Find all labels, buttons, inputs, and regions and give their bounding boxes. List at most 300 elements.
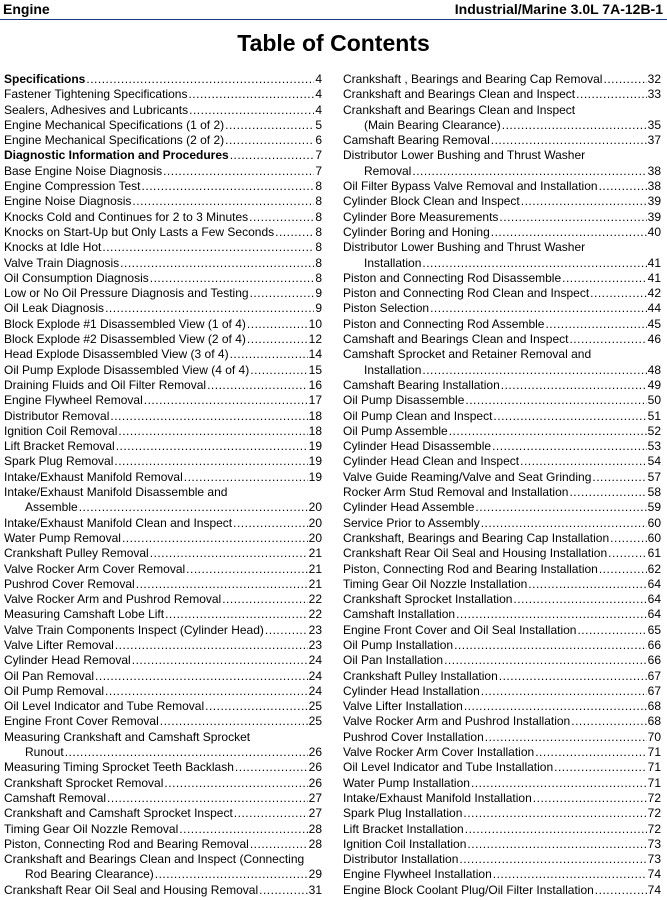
toc-entry-label: Measuring Camshaft Lobe Lift (4, 607, 165, 622)
toc-entry[interactable] (4, 653, 322, 668)
toc-entry-label: Oil Leak Diagnosis (4, 301, 105, 316)
toc-entry-page-number: 8 (315, 194, 322, 209)
dot-leader (225, 118, 314, 133)
toc-entry-label: Camshaft Removal (4, 790, 107, 805)
toc-entry-label: Low or No Oil Pressure Diagnosis and Testing (4, 286, 249, 301)
toc-entry[interactable] (343, 669, 661, 684)
dot-leader (456, 607, 647, 622)
toc-entry[interactable] (343, 822, 661, 837)
toc-entry[interactable] (343, 424, 661, 439)
dot-leader (608, 546, 647, 561)
toc-entry-page-number: 73 (647, 836, 661, 851)
dot-leader (275, 225, 314, 240)
dot-leader (107, 791, 308, 806)
toc-entry[interactable] (4, 562, 322, 577)
toc-entry[interactable] (343, 271, 661, 286)
toc-entry-label: Cylinder Boring and Honing (343, 224, 490, 239)
toc-entry-page-number: 15 (308, 362, 322, 377)
toc-entry-page-number: 28 (308, 836, 322, 851)
toc-entry-label: Camshaft Installation (343, 607, 456, 622)
toc-entry-label: Timing Gear Oil Nozzle Installation (343, 576, 528, 591)
toc-entry[interactable] (343, 118, 661, 133)
toc-entry-label: (Main Bearing Clearance) (364, 117, 501, 132)
toc-entry-label: Camshaft Sprocket and Retainer Removal and (343, 347, 592, 362)
toc-entry-page-number: 39 (647, 209, 661, 224)
toc-entry[interactable] (343, 653, 661, 668)
toc-entry-label: Cylinder Head Removal (4, 653, 131, 668)
dot-leader (610, 531, 646, 546)
toc-entry[interactable] (343, 439, 661, 454)
dot-leader (521, 194, 647, 209)
toc-entry-label: Engine Front Cover and Oil Seal Installation (343, 622, 577, 637)
toc-entry[interactable] (343, 485, 661, 500)
toc-entry-label: Piston and Connecting Rod Clean and Inspect (343, 286, 590, 301)
dot-leader (571, 714, 646, 729)
toc-entry-label: Crankshaft Sprocket Installation (343, 592, 513, 607)
toc-entry-page-number: 64 (647, 592, 661, 607)
toc-entry[interactable] (4, 271, 322, 286)
toc-entry[interactable] (4, 485, 322, 500)
toc-entry-page-number: 29 (308, 867, 322, 882)
toc-entry[interactable] (343, 103, 661, 118)
toc-entry-label: Cylinder Head Installation (343, 683, 480, 698)
toc-entry[interactable] (343, 240, 661, 255)
toc-entry-page-number: 8 (315, 270, 322, 285)
dot-leader (230, 148, 315, 163)
dot-leader (513, 592, 646, 607)
toc-entry-label: Crankshaft and Camshaft Sprocket Inspect (4, 806, 233, 821)
toc-entry-label: Measuring Crankshaft and Camshaft Sprocket (4, 729, 251, 744)
toc-entry-page-number: 74 (647, 882, 661, 897)
toc-entry-label: Crankshaft Rear Oil Seal and Housing Removal (4, 882, 259, 897)
toc-entry-label: Valve Rocker Arm Cover Removal (4, 561, 186, 576)
toc-entry[interactable] (343, 852, 661, 867)
toc-entry[interactable] (343, 133, 661, 148)
toc-entry-page-number: 45 (647, 316, 661, 331)
toc-entry-label: Distributor Lower Bushing and Thrust Washer (343, 148, 586, 163)
toc-entry[interactable] (4, 225, 322, 240)
dot-leader (493, 867, 647, 882)
toc-entry-page-number: 64 (647, 607, 661, 622)
dot-leader (230, 347, 308, 362)
toc-entry[interactable] (4, 194, 322, 209)
toc-entry[interactable] (4, 118, 322, 133)
dot-leader (471, 776, 647, 791)
toc-entry[interactable] (4, 301, 322, 316)
toc-entry[interactable] (343, 286, 661, 301)
toc-entry[interactable] (4, 822, 322, 837)
dot-leader (144, 393, 308, 408)
toc-entry-page-number: 60 (647, 530, 661, 545)
toc-entry-label: Crankshaft and Bearings Clean and Inspect (343, 87, 576, 102)
dot-leader (205, 699, 308, 714)
toc-entry-page-number: 38 (647, 179, 661, 194)
toc-entry[interactable] (4, 72, 322, 87)
toc-entry-label: Oil Pump Explode Disassembled View (4 of 4) (4, 362, 250, 377)
toc-entry[interactable] (343, 623, 661, 638)
toc-entry[interactable] (343, 638, 661, 653)
toc-entry[interactable] (4, 883, 322, 898)
dot-leader (449, 424, 647, 439)
toc-entry[interactable] (4, 760, 322, 775)
toc-entry-page-number: 31 (308, 882, 322, 897)
toc-entry[interactable] (343, 317, 661, 332)
toc-entry-label: Base Engine Noise Diagnosis (4, 163, 163, 178)
dot-leader (499, 210, 646, 225)
toc-left-column (4, 72, 322, 898)
toc-entry-page-number: 24 (308, 668, 322, 683)
dot-leader (233, 516, 308, 531)
toc-entry[interactable] (343, 164, 661, 179)
toc-entry-page-number: 71 (647, 760, 661, 775)
toc-entry[interactable] (4, 424, 322, 439)
toc-entry-label: Runout (25, 745, 64, 760)
toc-entry-label: Engine Compression Test (4, 179, 141, 194)
dot-leader (475, 500, 646, 515)
toc-entry[interactable] (343, 607, 661, 622)
dot-leader (116, 439, 308, 454)
toc-entry[interactable] (343, 409, 661, 424)
toc-entry-label: Crankshaft Pulley Installation (343, 668, 498, 683)
toc-entry-label: Lift Bracket Removal (4, 439, 115, 454)
toc-entry[interactable] (343, 592, 661, 607)
toc-entry-page-number: 25 (308, 699, 322, 714)
toc-entry-page-number: 26 (308, 760, 322, 775)
toc-entry[interactable] (343, 760, 661, 775)
toc-entry-page-number: 20 (308, 500, 322, 515)
dot-leader (95, 669, 308, 684)
toc-entry-label: Timing Gear Oil Nozzle Removal (4, 821, 179, 836)
toc-entry-page-number: 19 (308, 454, 322, 469)
dot-leader (454, 638, 647, 653)
dot-leader (115, 638, 308, 653)
toc-entry-label: Engine Flywheel Removal (4, 393, 143, 408)
toc-entry[interactable] (343, 577, 661, 592)
toc-entry-label: Oil Pan Installation (343, 653, 444, 668)
toc-entry[interactable] (4, 347, 322, 362)
toc-entry[interactable] (343, 347, 661, 362)
toc-entry-label: Service Prior to Assembly (343, 515, 480, 530)
toc-entry[interactable] (343, 531, 661, 546)
toc-entry-label: Valve Lifter Removal (4, 637, 114, 652)
toc-entry[interactable] (4, 454, 322, 469)
toc-entry[interactable] (4, 103, 322, 118)
dot-leader (430, 301, 647, 316)
toc-entry-page-number: 20 (308, 530, 322, 545)
dot-leader (222, 592, 307, 607)
toc-entry[interactable] (4, 669, 322, 684)
toc-entry[interactable] (343, 225, 661, 240)
toc-entry-label: Piston, Connecting Rod and Bearing Installation (343, 561, 598, 576)
toc-entry[interactable] (343, 745, 661, 760)
toc-entry-page-number: 8 (315, 224, 322, 239)
dot-leader (502, 118, 647, 133)
toc-entry[interactable] (343, 454, 661, 469)
toc-entry[interactable] (343, 393, 661, 408)
dot-leader (165, 607, 308, 622)
toc-entry[interactable] (343, 194, 661, 209)
toc-entry[interactable] (343, 684, 661, 699)
dot-leader (235, 760, 308, 775)
toc-entry-page-number: 57 (647, 469, 661, 484)
toc-entry[interactable] (343, 470, 661, 485)
toc-entry[interactable] (343, 776, 661, 791)
toc-entry-page-number: 41 (647, 255, 661, 270)
toc-entry[interactable] (4, 179, 322, 194)
toc-entry[interactable] (4, 546, 322, 561)
toc-entry[interactable] (343, 806, 661, 821)
toc-entry[interactable] (343, 699, 661, 714)
toc-entry-label: Oil Pump Installation (343, 637, 454, 652)
toc-entry-label: Valve Lifter Installation (343, 699, 463, 714)
toc-entry-label: Knocks on Start-Up but Only Lasts a Few Seconds (4, 224, 275, 239)
toc-entry[interactable] (4, 500, 322, 515)
toc-entry[interactable] (343, 210, 661, 225)
toc-entry[interactable] (4, 363, 322, 378)
toc-entry[interactable] (4, 867, 322, 882)
dot-leader (459, 852, 646, 867)
dot-leader (259, 883, 308, 898)
dot-leader (142, 179, 315, 194)
toc-entry-label: Cylinder Head Disassemble (343, 439, 492, 454)
toc-entry-page-number: 18 (308, 423, 322, 438)
dot-leader (118, 424, 307, 439)
toc-entry-page-number: 19 (308, 469, 322, 484)
toc-entry-label: Crankshaft Rear Oil Seal and Housing Installation (343, 546, 608, 561)
toc-entry-page-number: 73 (647, 852, 661, 867)
toc-entry[interactable] (343, 883, 661, 898)
toc-entry-label: Oil Level Indicator and Tube Removal (4, 699, 205, 714)
toc-entry-label: Valve Rocker Arm Cover Installation (343, 745, 535, 760)
dot-leader (150, 271, 315, 286)
toc-entry-page-number: 50 (647, 393, 661, 408)
toc-entry[interactable] (4, 286, 322, 301)
toc-entry[interactable] (4, 470, 322, 485)
toc-entry[interactable] (4, 592, 322, 607)
toc-entry-page-number: 8 (315, 255, 322, 270)
toc-entry[interactable] (4, 87, 322, 102)
toc-entry[interactable] (4, 730, 322, 745)
dot-leader (247, 332, 308, 347)
toc-entry-label: Pushrod Cover Removal (4, 576, 135, 591)
toc-entry[interactable] (4, 776, 322, 791)
toc-entry[interactable] (343, 332, 661, 347)
toc-entry[interactable] (343, 72, 661, 87)
toc-entry[interactable] (343, 714, 661, 729)
toc-entry[interactable] (343, 378, 661, 393)
dot-leader (186, 562, 307, 577)
toc-entry[interactable] (4, 332, 322, 347)
toc-entry-label: Valve Train Diagnosis (4, 255, 120, 270)
dot-leader (249, 210, 314, 225)
toc-entry-page-number: 20 (308, 515, 322, 530)
toc-entry[interactable] (343, 301, 661, 316)
toc-entry[interactable] (343, 256, 661, 271)
toc-entry-label: Intake/Exhaust Manifold Installation (343, 790, 532, 805)
toc-entry-label: Crankshaft and Bearings Clean and Inspect (343, 102, 576, 117)
toc-entry[interactable] (4, 638, 322, 653)
toc-entry[interactable] (343, 837, 661, 852)
toc-entry-page-number: 46 (647, 332, 661, 347)
dot-leader (554, 760, 647, 775)
toc-entry[interactable] (4, 745, 322, 760)
toc-entry-label: Engine Front Cover Removal (4, 714, 159, 729)
dot-leader (188, 87, 314, 102)
toc-entry[interactable] (4, 378, 322, 393)
toc-entry[interactable] (4, 133, 322, 148)
toc-entry-label: Piston and Connecting Rod Disassemble (343, 270, 562, 285)
toc-entry[interactable] (4, 317, 322, 332)
toc-entry[interactable] (4, 256, 322, 271)
toc-entry[interactable] (4, 148, 322, 163)
toc-entry-page-number: 67 (647, 683, 661, 698)
dot-leader (562, 271, 647, 286)
dot-leader (422, 363, 646, 378)
toc-entry[interactable] (343, 179, 661, 194)
dot-leader (492, 439, 647, 454)
toc-entry-page-number: 9 (315, 301, 322, 316)
toc-entry-page-number: 8 (315, 209, 322, 224)
toc-entry-page-number: 26 (308, 745, 322, 760)
toc-entry-label: Head Explode Disassembled View (3 of 4) (4, 347, 229, 362)
dot-leader (499, 669, 647, 684)
toc-entry[interactable] (4, 791, 322, 806)
toc-entry[interactable] (4, 607, 322, 622)
toc-entry-page-number: 14 (308, 347, 322, 362)
toc-entry-label: Cylinder Head Assemble (343, 500, 475, 515)
page-title: Table of Contents (237, 30, 430, 56)
toc-entry-label: Oil Pump Disassemble (343, 393, 465, 408)
toc-entry-label: Valve Guide Reaming/Valve and Seat Grinding (343, 469, 592, 484)
toc-entry[interactable] (4, 623, 322, 638)
dot-leader (493, 409, 646, 424)
dot-leader (164, 776, 307, 791)
toc-entry-page-number: 28 (308, 821, 322, 836)
toc-entry[interactable] (4, 699, 322, 714)
toc-entry-label: Oil Level Indicator and Tube Installation (343, 760, 554, 775)
toc-entry-page-number: 68 (647, 699, 661, 714)
toc-entry-label: Oil Filter Bypass Valve Removal and Installation (343, 179, 598, 194)
toc-entry[interactable] (4, 164, 322, 179)
toc-entry-page-number: 18 (308, 408, 322, 423)
toc-entry-label: Engine Mechanical Specifications (2 of 2) (4, 133, 225, 148)
toc-entry[interactable] (4, 210, 322, 225)
toc-entry-page-number: 59 (647, 500, 661, 515)
toc-entry-page-number: 40 (647, 224, 661, 239)
toc-entry[interactable] (4, 516, 322, 531)
dot-leader (599, 179, 647, 194)
toc-entry[interactable] (343, 730, 661, 745)
toc-entry-label: Assemble (25, 500, 78, 515)
toc-entry-label: Camshaft and Bearings Clean and Inspect (343, 332, 569, 347)
toc-entry-page-number: 27 (308, 790, 322, 805)
toc-entry-label: Intake/Exhaust Manifold Removal (4, 469, 183, 484)
toc-entry[interactable] (343, 546, 661, 561)
toc-entry[interactable] (4, 714, 322, 729)
toc-entry-page-number: 48 (647, 362, 661, 377)
toc-entry[interactable] (343, 363, 661, 378)
toc-entry[interactable] (4, 409, 322, 424)
toc-entry[interactable] (343, 516, 661, 531)
toc-entry-page-number: 27 (308, 806, 322, 821)
dot-leader (491, 225, 647, 240)
toc-entry-label: Knocks Cold and Continues for 2 to 3 Minutes (4, 209, 249, 224)
toc-entry[interactable] (4, 837, 322, 852)
toc-entry-page-number: 37 (647, 133, 661, 148)
dot-leader (528, 577, 646, 592)
toc-entry-label: Distributor Removal (4, 408, 110, 423)
dot-leader (465, 822, 647, 837)
dot-leader (592, 470, 646, 485)
toc-entry-page-number: 21 (308, 576, 322, 591)
toc-entry-label: Oil Pan Removal (4, 668, 95, 683)
toc-entry-page-number: 7 (315, 148, 322, 163)
toc-entry-page-number: 25 (308, 714, 322, 729)
toc-entry[interactable] (343, 500, 661, 515)
toc-entry[interactable] (343, 562, 661, 577)
toc-entry[interactable] (4, 806, 322, 821)
dot-leader (569, 485, 646, 500)
toc-entry-page-number: 71 (647, 775, 661, 790)
toc-entry[interactable] (4, 393, 322, 408)
dot-leader (132, 653, 308, 668)
toc-entry-label: Valve Rocker Arm and Pushrod Removal (4, 592, 222, 607)
toc-entry-label: Crankshaft Sprocket Removal (4, 775, 164, 790)
toc-entry-page-number: 38 (647, 163, 661, 178)
toc-entry[interactable] (343, 148, 661, 163)
toc-entry[interactable] (4, 531, 322, 546)
toc-entry-label: Ignition Coil Removal (4, 423, 118, 438)
toc-entry[interactable] (4, 240, 322, 255)
toc-entry-label: Crankshaft Pulley Removal (4, 546, 149, 561)
toc-entry-label: Block Explode #1 Disassembled View (1 of 4) (4, 316, 246, 331)
toc-entry-page-number: 72 (647, 806, 661, 821)
toc-entry-page-number: 33 (647, 87, 661, 102)
dot-leader (250, 837, 308, 852)
toc-entry-page-number: 9 (315, 286, 322, 301)
toc-entry-page-number: 51 (647, 408, 661, 423)
toc-entry-page-number: 62 (647, 561, 661, 576)
dot-leader (234, 806, 308, 821)
dot-leader (501, 378, 647, 393)
toc-entry[interactable] (4, 684, 322, 699)
toc-entry-label: Valve Rocker Arm and Pushrod Installation (343, 714, 571, 729)
toc-entry[interactable] (4, 439, 322, 454)
dot-leader (105, 301, 314, 316)
toc-entry-label: Crankshaft, Bearings and Bearing Cap Installation (343, 530, 610, 545)
toc-entry[interactable] (343, 867, 661, 882)
toc-entry-label: Camshaft Bearing Removal (343, 133, 490, 148)
toc-entry-page-number: 22 (308, 607, 322, 622)
toc-entry[interactable] (4, 577, 322, 592)
toc-entry[interactable] (343, 87, 661, 102)
toc-entry-label: Oil Consumption Diagnosis (4, 270, 149, 285)
toc-entry-page-number: 26 (308, 775, 322, 790)
toc-entry-label: Oil Pump Removal (4, 683, 105, 698)
dot-leader (481, 516, 647, 531)
toc-entry-page-number: 42 (647, 286, 661, 301)
toc-entry[interactable] (4, 852, 322, 867)
toc-entry-page-number: 74 (647, 867, 661, 882)
dot-leader (86, 72, 314, 87)
toc-entry-label: Pushrod Cover Installation (343, 729, 484, 744)
dot-leader (105, 684, 308, 699)
dot-leader (110, 409, 307, 424)
toc-entry-label: Block Explode #2 Disassembled View (2 of 4) (4, 332, 246, 347)
toc-entry-page-number: 4 (315, 102, 322, 117)
toc-entry-page-number: 53 (647, 439, 661, 454)
toc-entry[interactable] (343, 791, 661, 806)
